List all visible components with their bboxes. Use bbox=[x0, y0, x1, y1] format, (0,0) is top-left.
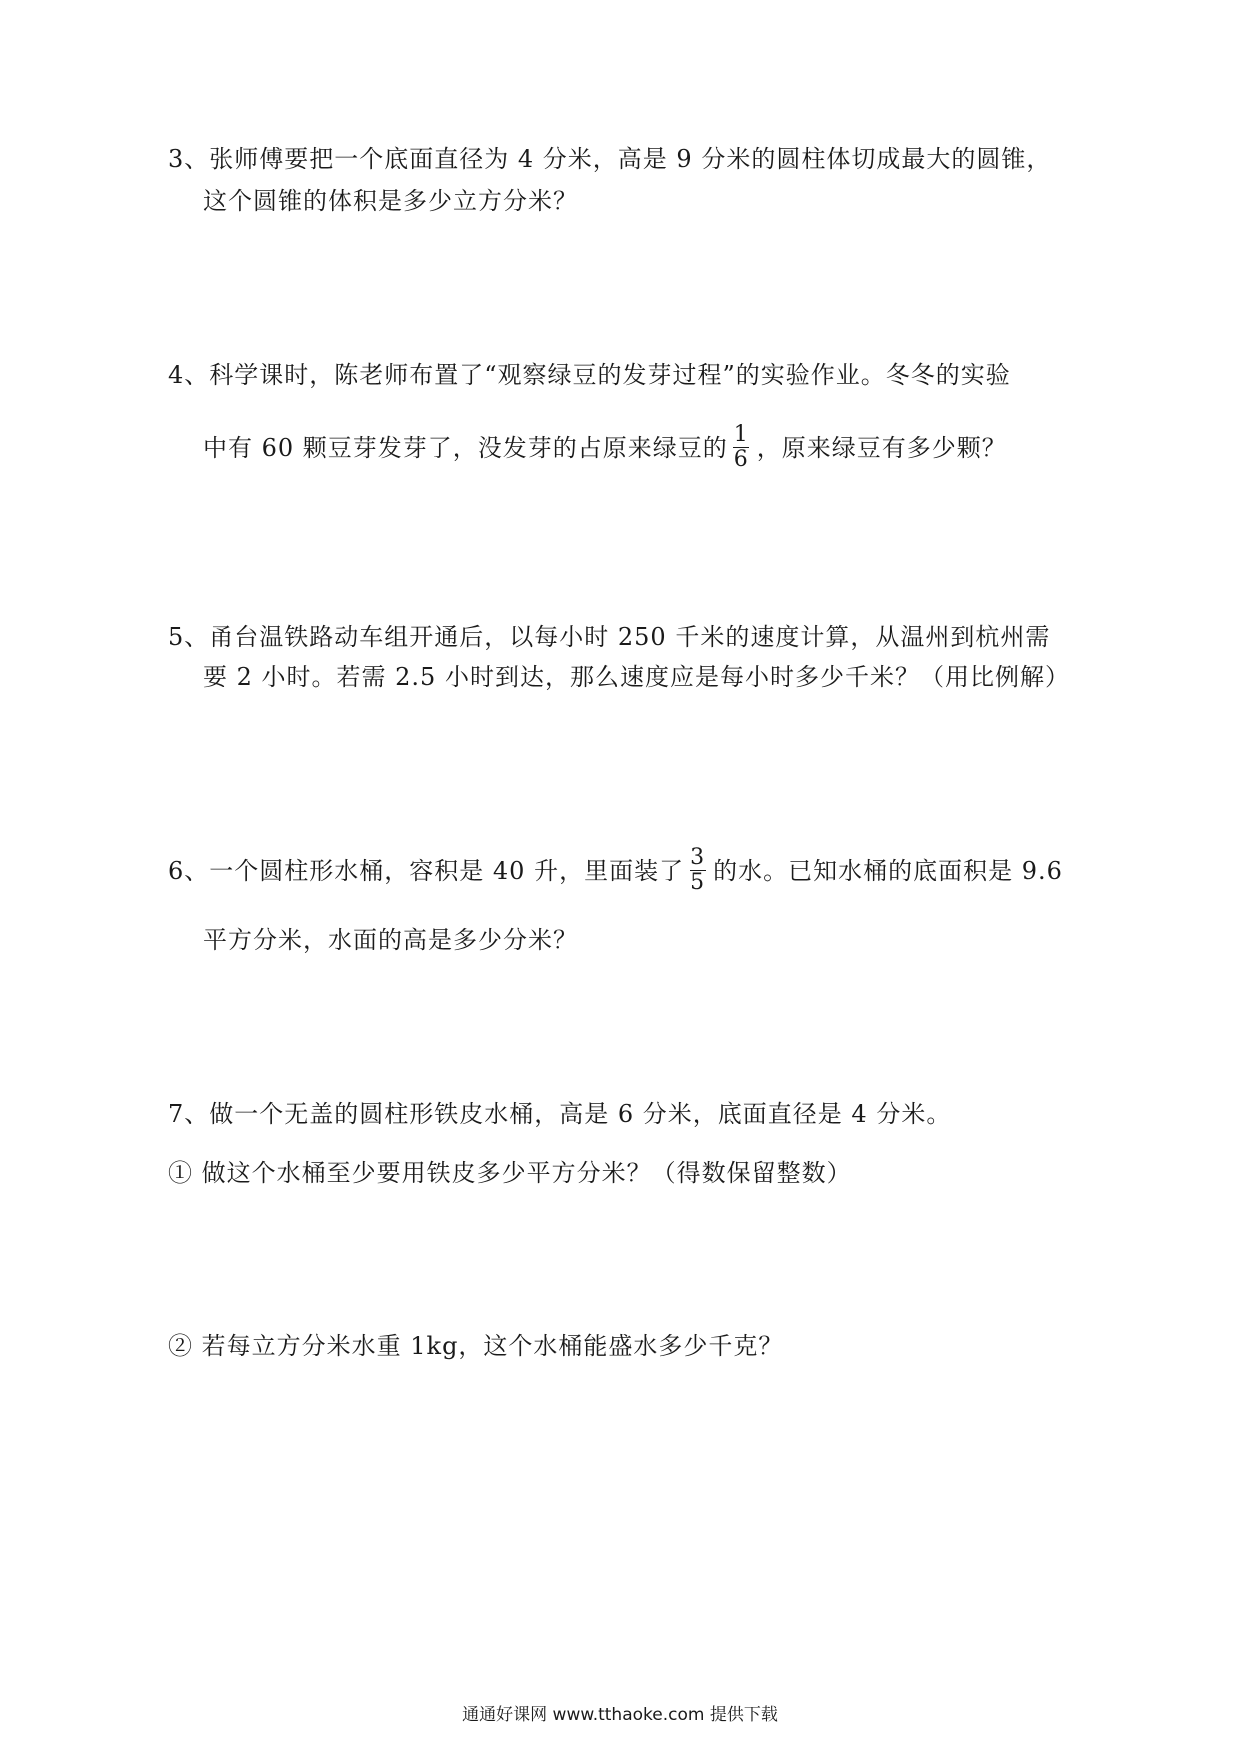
question-5-line-1: 5、甬台温铁路动车组开通后，以每小时 250 千米的速度计算，从温州到杭州需 bbox=[168, 623, 1051, 651]
fraction-denominator: 5 bbox=[690, 870, 706, 895]
question-7-line-1: 7、做一个无盖的圆柱形铁皮水桶，高是 6 分米，底面直径是 4 分米。 bbox=[168, 1100, 952, 1128]
question-4-line-2-text-after: ，原来绿豆有多少颗？ bbox=[756, 434, 1007, 462]
fraction-denominator: 6 bbox=[733, 447, 749, 472]
fraction-numerator: 1 bbox=[733, 422, 749, 447]
question-6-line-1 bbox=[168, 845, 1063, 897]
question-3-line-2: 这个圆锥的体积是多少立方分米？ bbox=[203, 187, 578, 215]
question-7-sub-1: ① 做这个水桶至少要用铁皮多少平方分米？（得数保留整数） bbox=[168, 1159, 852, 1187]
page-footer: 通通好课网 www.tthaoke.com 提供下载 bbox=[462, 1705, 778, 1725]
question-4-line-2-text-before: 中有 60 颗豆芽发芽了，没发芽的占原来绿豆的 bbox=[203, 434, 728, 462]
question-4-line-2 bbox=[203, 422, 1007, 474]
question-6-line-2: 平方分米，水面的高是多少分米？ bbox=[203, 926, 578, 954]
fraction-one-sixth bbox=[732, 423, 751, 472]
question-6-line-1-text-after: 的水。已知水桶的底面积是 9.6 bbox=[713, 857, 1063, 885]
question-7-sub-2: ② 若每立方分米水重 1kg，这个水桶能盛水多少千克？ bbox=[168, 1332, 784, 1360]
question-3-line-1: 3、张师傅要把一个底面直径为 4 分米，高是 9 分米的圆柱体切成最大的圆锥， bbox=[168, 145, 1052, 173]
question-4-line-1: 4、科学课时，陈老师布置了“观察绿豆的发芽过程”的实验作业。冬冬的实验 bbox=[168, 361, 1011, 389]
question-6-line-1-text-before: 6、一个圆柱形水桶，容积是 40 升，里面装了 bbox=[168, 857, 685, 885]
fraction-numerator: 3 bbox=[690, 845, 706, 870]
fraction-three-fifths bbox=[688, 846, 707, 895]
question-5-line-2: 要 2 小时。若需 2.5 小时到达，那么速度应是每小时多少千米？（用比例解） bbox=[203, 663, 1070, 691]
